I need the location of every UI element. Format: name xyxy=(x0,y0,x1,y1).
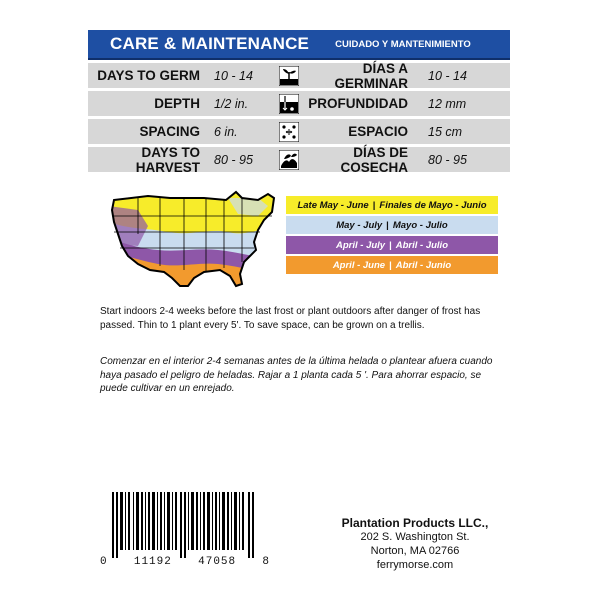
zone-label-en: Late May - June xyxy=(297,199,369,211)
care-row-germ xyxy=(88,60,510,91)
zone-label-en: April - June xyxy=(332,259,386,271)
barcode-digits xyxy=(100,556,270,568)
row-label-es: DÍAS A GERMINAR xyxy=(334,60,408,91)
city-state-zip: Norton, MA 02766 xyxy=(370,545,460,557)
row-value-en: 6 in. xyxy=(214,124,238,139)
zone-item xyxy=(286,196,498,214)
row-value-es: 12 mm xyxy=(428,96,467,111)
zone-separator: | xyxy=(386,219,389,231)
row-label-es: DÍAS DE COSECHA xyxy=(340,144,408,175)
row-label-en: DAYS TO GERM xyxy=(97,68,200,83)
instructions-en: Start indoors 2-4 weeks before the last frost or plant outdoors after danger of frost has passed. Thin to 1 plant every 5'. To save space, can be grown on a trellis. xyxy=(100,306,481,331)
row-label-en: SPACING xyxy=(139,124,200,139)
care-title-es: CUIDADO Y MANTENIMIENTO xyxy=(335,38,471,50)
care-row-spacing xyxy=(88,119,510,144)
zone-label-en: May - July xyxy=(336,219,383,231)
company-name: Plantation Products LLC., xyxy=(341,516,489,530)
zone-item xyxy=(286,256,498,274)
company-address xyxy=(330,516,500,572)
zone-legend xyxy=(286,196,498,276)
row-value-es: 10 - 14 xyxy=(428,68,467,83)
row-value-es: 80 - 95 xyxy=(428,152,467,167)
upc-barcode xyxy=(100,492,268,558)
row-value-en: 80 - 95 xyxy=(214,152,253,167)
row-label-en: DAYS TO HARVEST xyxy=(135,144,200,175)
barcode-digit-group: 8 xyxy=(262,556,270,568)
row-value-es: 15 cm xyxy=(428,124,463,139)
row-label-es: PROFUNDIDAD xyxy=(308,96,408,111)
care-row-depth xyxy=(88,91,510,116)
zone-item xyxy=(286,236,498,254)
spacing-icon xyxy=(278,121,300,143)
barcode-digit-group: 47058 xyxy=(198,556,237,568)
us-planting-zone-map xyxy=(108,186,278,290)
zone-label-es: Abril - Junio xyxy=(395,259,452,271)
instructions-es: Comenzar en el interior 2-4 semanas antes de la última helada o plantear afuera cuando haya pasado el peligro de heladas. Rajar a 1 planta cada 5 '. Para ahorrar espacio, se puede cultivar en un enrejado. xyxy=(100,356,493,394)
zone-label-es: Abril - Julio xyxy=(395,239,448,251)
row-value-en: 1/2 in. xyxy=(214,96,249,111)
zone-separator: | xyxy=(372,199,376,211)
zone-label-en: April - July xyxy=(335,239,386,251)
care-header xyxy=(88,30,510,60)
harvest-icon xyxy=(278,149,300,171)
care-title-en: CARE & MAINTENANCE xyxy=(110,34,310,53)
row-value-en: 10 - 14 xyxy=(214,68,253,83)
row-label-es: ESPACIO xyxy=(348,124,408,139)
zone-separator: | xyxy=(389,259,392,271)
street-address: 202 S. Washington St. xyxy=(360,531,470,543)
zone-separator: | xyxy=(389,239,392,251)
zone-label-es: Finales de Mayo - Junio xyxy=(379,199,487,211)
sprout-icon xyxy=(278,65,300,87)
care-maintenance-card xyxy=(88,30,510,175)
depth-icon xyxy=(278,93,300,115)
barcode-digit-group: 11192 xyxy=(133,556,172,568)
care-row-harvest xyxy=(88,144,510,175)
zone-label-es: Mayo - Julio xyxy=(392,219,448,231)
zone-item xyxy=(286,216,498,234)
row-label-en: DEPTH xyxy=(154,96,200,111)
barcode-digit-group: 0 xyxy=(100,556,108,568)
website: ferrymorse.com xyxy=(376,559,454,571)
